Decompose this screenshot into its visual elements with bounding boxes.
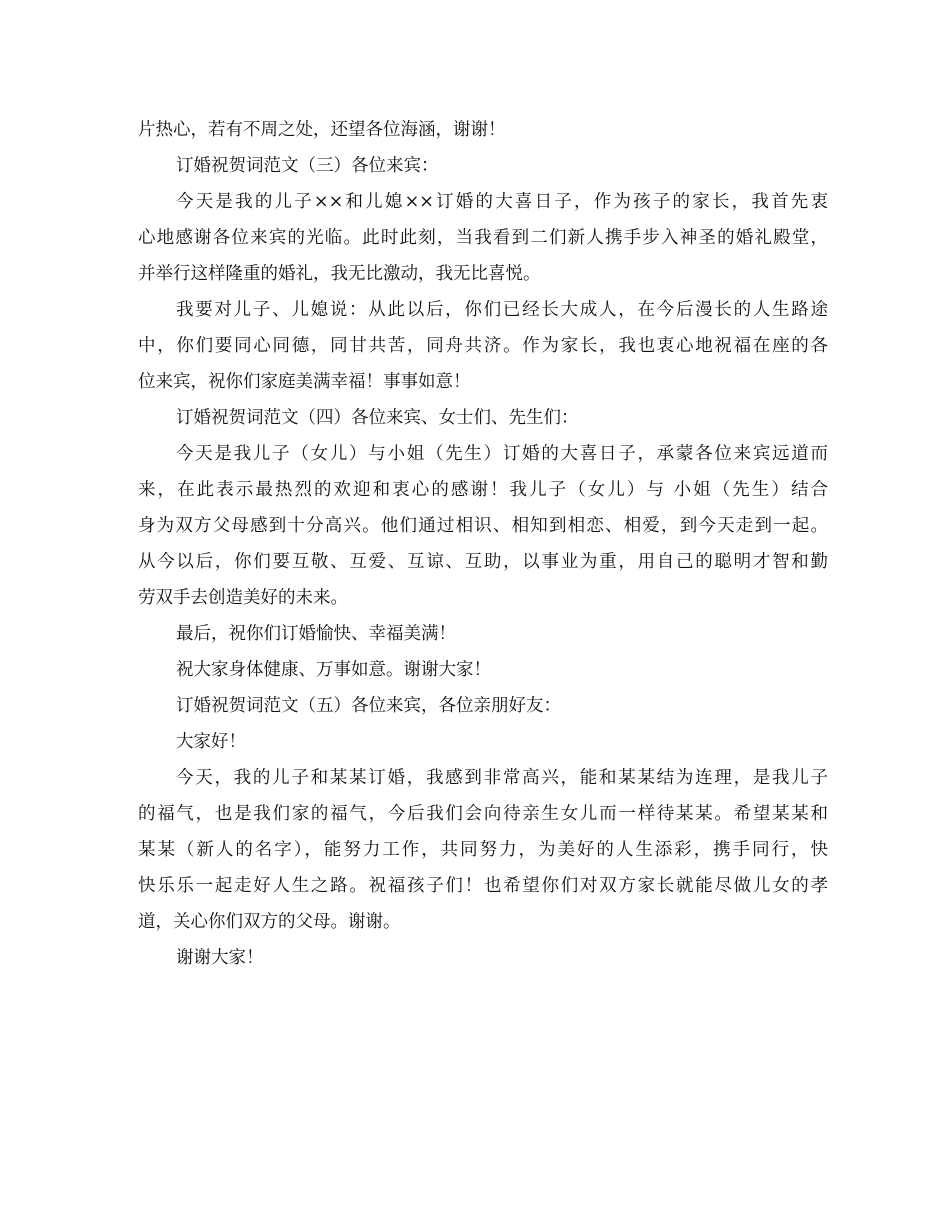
text-line: 谢谢大家！ bbox=[176, 948, 264, 968]
text-line: 订婚祝贺词范文（四）各位来宾、女士们、先生们： bbox=[176, 408, 579, 428]
text-line: 片热心，若有不周之处，还望各位海涵，谢谢！ bbox=[138, 120, 506, 140]
text-line: 劳双手去创造美好的未来。 bbox=[138, 588, 348, 608]
text-line: 位来宾，祝你们家庭美满幸福！事事如意！ bbox=[138, 372, 471, 392]
text-line: 身为双方父母感到十分高兴。他们通过相识、相知到相恋、相爱，到今天走到一起。 bbox=[138, 516, 828, 536]
text-line: 的福气，也是我们家的福气，今后我们会向待亲生女儿而一样待某某。希望某某和 bbox=[138, 804, 828, 824]
text-line: 今天是我儿子（女儿）与小姐（先生）订婚的大喜日子，承蒙各位来宾远道而 bbox=[176, 444, 828, 464]
document-body bbox=[138, 112, 828, 976]
text-line: 并举行这样隆重的婚礼，我无比激动，我无比喜悦。 bbox=[138, 264, 541, 284]
text-line: 订婚祝贺词范文（五）各位来宾，各位亲朋好友： bbox=[176, 696, 561, 716]
text-line: 今天是我的儿子××和儿媳××订婚的大喜日子，作为孩子的家长，我首先衷 bbox=[176, 192, 828, 212]
text-line: 中，你们要同心同德，同甘共苦，同舟共济。作为家长，我也衷心地祝福在座的各 bbox=[138, 336, 828, 356]
text-line: 从今以后，你们要互敬、互爱、互谅、互助，以事业为重，用自己的聪明才智和勤 bbox=[138, 552, 828, 572]
text-line: 最后，祝你们订婚愉快、幸福美满！ bbox=[176, 624, 456, 644]
text-line: 某某（新人的名字），能努力工作，共同努力，为美好的人生添彩，携手同行，快 bbox=[138, 840, 828, 860]
text-line: 来，在此表示最热烈的欢迎和衷心的感谢！我儿子（女儿）与 小姐（先生）结合 bbox=[138, 480, 828, 500]
text-line: 道，关心你们双方的父母。谢谢。 bbox=[138, 912, 401, 932]
text-line: 快乐乐一起走好人生之路。祝福孩子们！也希望你们对双方家长就能尽做儿女的孝 bbox=[138, 876, 828, 896]
text-line: 大家好！ bbox=[176, 732, 246, 752]
text-line: 我要对儿子、儿媳说：从此以后，你们已经长大成人，在今后漫长的人生路途 bbox=[176, 300, 828, 320]
text-line: 订婚祝贺词范文（三）各位来宾： bbox=[176, 156, 439, 176]
text-line: 心地感谢各位来宾的光临。此时此刻，当我看到二们新人携手步入神圣的婚礼殿堂， bbox=[138, 228, 828, 248]
text-line: 今天，我的儿子和某某订婚，我感到非常高兴，能和某某结为连理，是我儿子 bbox=[176, 768, 828, 788]
text-line: 祝大家身体健康、万事如意。谢谢大家！ bbox=[176, 660, 491, 680]
